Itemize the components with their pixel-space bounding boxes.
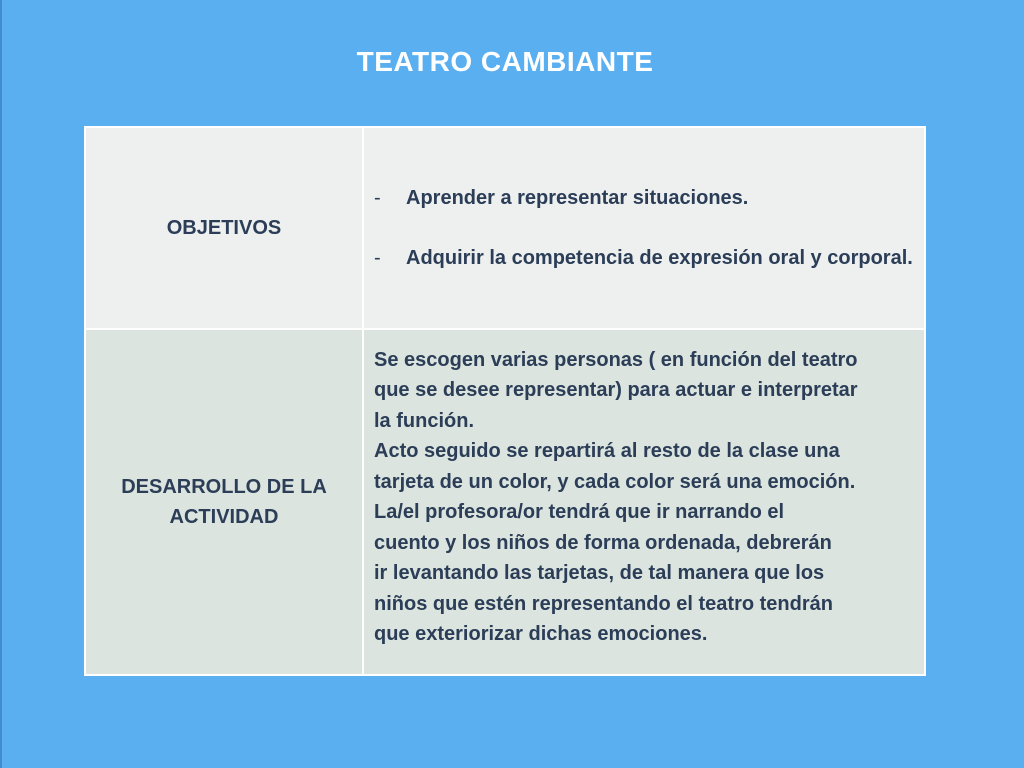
description-line: cuento y los niños de forma ordenada, debrerán xyxy=(374,531,832,554)
objectives-list xyxy=(374,183,914,274)
description-line: La/el profesora/or tendrá que ir narrando el xyxy=(374,501,785,523)
development-description xyxy=(374,337,914,668)
description-line: tarjeta de un color, y cada color será una emoción. xyxy=(374,470,856,493)
bullet-dash: - xyxy=(374,186,381,209)
slide-title: TEATRO CAMBIANTE xyxy=(356,46,654,77)
description-line: que se desee representar) para actuar e interpretar xyxy=(374,379,858,401)
objective-item xyxy=(374,243,914,274)
objectives-row xyxy=(85,127,925,329)
objective-text: Aprender a representar situaciones. xyxy=(406,186,749,209)
development-row xyxy=(85,329,925,675)
bullet-dash: - xyxy=(374,247,381,269)
description-line: Acto seguido se repartirá al resto de la clase una xyxy=(374,440,840,462)
slide-left-edge xyxy=(0,0,2,768)
development-label: DESARROLLO DE LA ACTIVIDAD xyxy=(85,329,363,675)
objective-text: Adquirir la competencia de expresión oral y corporal. xyxy=(406,247,913,269)
description-line: Se escogen varias personas ( en función del teatro xyxy=(374,348,858,371)
objectives-label: OBJETIVOS xyxy=(85,127,363,329)
objectives-content xyxy=(363,127,925,329)
description-line: que exteriorizar dichas emociones. xyxy=(374,623,708,645)
description-line: niños que estén representando el teatro tendrán xyxy=(374,592,833,615)
description-line: ir levantando las tarjetas, de tal manera que los xyxy=(374,562,825,584)
description-line: la función. xyxy=(374,409,474,432)
objective-item xyxy=(374,183,914,214)
activity-table xyxy=(84,126,926,676)
development-content xyxy=(363,329,925,675)
